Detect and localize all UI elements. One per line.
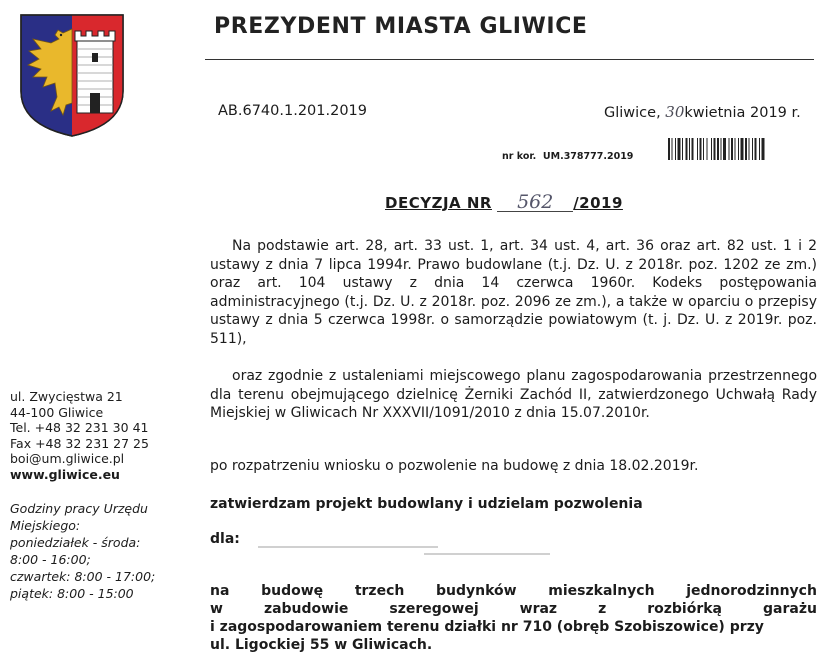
redacted-address (424, 553, 550, 555)
header-divider (205, 59, 814, 60)
hours-line: poniedziałek - środa: (10, 535, 141, 550)
hours-line: czwartek: 8:00 - 17:00; (10, 569, 156, 584)
text-line: zatwierdzonego Uchwałą Rady Miejskiej w Gliwicach Nr XXXVII/1091/2010 (210, 386, 817, 421)
text-line: z dnia 15.07.2010r. (514, 405, 650, 421)
redacted-applicant (258, 546, 438, 548)
scope-line: na budowę trzech budynków mieszkalnych jednorodzinnych (210, 583, 817, 599)
hours-line: Godziny pracy Urzędu (10, 501, 148, 516)
page-title: PREZYDENT MIASTA GLIWICE (214, 14, 588, 39)
office-contact (10, 389, 149, 482)
date-prefix: Gliwice, (604, 105, 661, 121)
scope-line: i zagospodarowaniem terenu działki nr 710 (obręb Szobiszowice) przy (210, 619, 764, 635)
gliwice-coat-of-arms-icon (19, 13, 125, 138)
text-line: postępowania administracyjnego (t.j. Dz. U. z 2018r. poz. 2096 ze zm.), (210, 275, 817, 310)
text-line: poz. 1202 ze zm.) oraz art. 104 ustawy z dnia 14 czerwca 1960r. Kodeks (210, 256, 817, 291)
office-hours (10, 500, 155, 602)
decision-heading (385, 193, 623, 212)
text-line: a także w oparciu o przepisy ustawy z dnia 5 czerwca 1998r. o samorządzie (210, 293, 818, 328)
applicant-label: dla: (210, 531, 240, 547)
registry-label: nr kor. (502, 151, 537, 162)
registry-number (502, 151, 633, 162)
scope-line: w zabudowie szeregowej wraz z rozbiórką garażu (210, 601, 817, 617)
approval-statement: zatwierdzam projekt budowlany i udzielam pozwolenia (210, 496, 643, 512)
fax-number: Fax +48 32 231 27 25 (10, 435, 149, 451)
text-line: powiatowym (t. j. Dz. U. z 2019r. poz. 511), (210, 312, 817, 347)
case-number: AB.6740.1.201.2019 (218, 103, 368, 119)
text-line: Na podstawie art. 28, art. 33 ust. 1, art. 34 ust. 4, art. 36 oraz art. 82 (232, 238, 745, 254)
hours-line: piątek: 8:00 - 15:00 (10, 586, 134, 601)
review-paragraph: po rozpatrzeniu wniosku o pozwolenie na budowę z dnia 18.02.2019r. (210, 458, 699, 474)
text-line: przestrzennego dla terenu obejmującego dzielnicę Żerniki Zachód II, (210, 368, 818, 403)
text-line: ust. 1 i 2 ustawy z dnia 7 lipca 1994r. Prawo budowlane (t.j. Dz. U. z 2018r. (210, 238, 817, 273)
hours-line: 8:00 - 16:00; (10, 552, 91, 567)
email-address: boi@um.gliwice.pl (10, 451, 125, 466)
decision-number: 562 (497, 193, 573, 212)
issue-date (604, 103, 801, 121)
legal-basis-paragraph (210, 237, 817, 348)
text-line: oraz zgodnie z ustaleniami miejscowego planu zagospodarowania (232, 368, 703, 384)
scope-line: ul. Ligockiej 55 w Gliwicach. (210, 637, 433, 653)
registry-value: UM.378777.2019 (542, 151, 634, 162)
website-link: www.gliwice.eu (10, 466, 120, 482)
date-day: 30 (665, 103, 685, 121)
address-city: 44-100 Gliwice (10, 404, 104, 420)
barcode-icon (668, 138, 804, 160)
date-rest: kwietnia 2019 r. (684, 105, 801, 121)
phone-number: Tel. +48 32 231 30 41 (10, 420, 149, 435)
zoning-plan-paragraph (210, 367, 817, 423)
scope-paragraph (210, 582, 817, 654)
hours-line: Miejskiego: (10, 518, 81, 533)
decision-year: /2019 (573, 194, 623, 212)
decision-label: DECYZJA NR (385, 194, 492, 212)
address-street: ul. Zwycięstwa 21 (10, 389, 123, 404)
